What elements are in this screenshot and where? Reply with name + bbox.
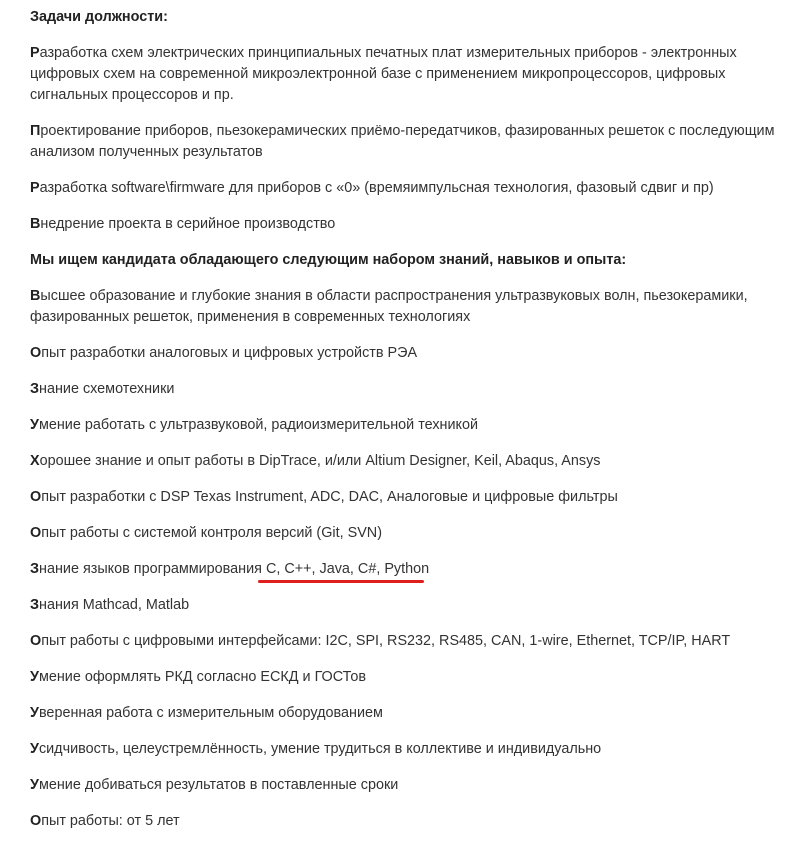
requirement-item <box>30 775 800 796</box>
requirement-item <box>30 595 800 616</box>
heading-tasks: Задачи должности: <box>30 9 168 25</box>
requirement-item <box>30 667 800 688</box>
requirement-item-text: веренная работа с измерительным оборудованием <box>38 705 383 721</box>
requirement-item-text: пыт работы с цифровыми интерфейсами: I2C, SPI, RS232, RS485, CAN, 1-wire, Ethernet, TCP/IP, HART <box>41 633 731 649</box>
requirement-item-initial: З <box>30 381 40 397</box>
requirement-item <box>30 286 800 328</box>
task-item <box>30 214 800 235</box>
requirement-item-initial: О <box>30 345 42 361</box>
requirement-item-text: пыт разработки аналоговых и цифровых устройств РЭА <box>41 345 418 361</box>
requirement-item-text: мение оформлять РКД согласно ЕСКД и ГОСТов <box>38 669 366 685</box>
requirement-item-text: пыт разработки с DSP Texas Instrument, ADC, DAC, Аналоговые и цифровые фильтры <box>41 489 618 505</box>
requirement-item-programming-languages <box>30 559 800 580</box>
task-item-text: роектирование приборов, пьезокерамических приёмо-передатчиков, фазированных решеток с последующим анализом полученных результатов <box>30 123 775 160</box>
requirement-item <box>30 487 800 508</box>
requirement-item-initial: З <box>30 597 40 613</box>
requirement-item-text: пыт работы: от 5 лет <box>41 813 180 829</box>
task-item-initial: Р <box>30 180 40 196</box>
red-underline-annotation <box>258 580 424 583</box>
requirement-item <box>30 811 800 832</box>
requirement-item-initial: У <box>30 669 39 685</box>
requirement-item-initial: З <box>30 561 40 577</box>
requirement-item-text: сидчивость, целеустремлённость, умение трудиться в коллективе и индивидуально <box>38 741 602 757</box>
requirement-item <box>30 415 800 436</box>
requirement-item-text: нание схемотехники <box>39 381 175 397</box>
task-item-initial: В <box>30 216 41 232</box>
task-item <box>30 178 800 199</box>
requirement-item-initial: О <box>30 813 42 829</box>
requirement-item-initial: У <box>30 777 39 793</box>
requirement-item-initial: У <box>30 705 39 721</box>
task-item-initial: П <box>30 123 41 139</box>
requirement-item-initial: О <box>30 525 42 541</box>
requirement-item-text: ысшее образование и глубокие знания в области распространения ультразвуковых волн, пьезокерамики, фазированных решеток, применения в современных технологиях <box>30 288 748 325</box>
requirement-item-initial: О <box>30 489 42 505</box>
task-item-text: азработка software\firmware для приборов с «0» (времяимпульсная технология, фазовый сдвиг и пр) <box>39 180 714 196</box>
requirement-item <box>30 523 800 544</box>
requirement-item-initial: У <box>30 741 39 757</box>
requirement-item-text: нание языков программирования C, C++, Java, C#, Python <box>39 561 430 577</box>
heading-requirements: Мы ищем кандидата обладающего следующим набором знаний, навыков и опыта: <box>30 252 627 268</box>
requirement-item-text: мение добиваться результатов в поставленные сроки <box>38 777 399 793</box>
task-item <box>30 43 800 106</box>
requirement-item <box>30 379 800 400</box>
requirement-item-initial: Х <box>30 453 40 469</box>
requirement-item <box>30 451 800 472</box>
task-item-text: азработка схем электрических принципиальных печатных плат измерительных приборов - электронных цифровых схем на современной микроэлектронной базе с применением микропроцессоров, цифровых сигнальных процессоров и пр. <box>30 45 737 103</box>
requirement-item-text: орошее знание и опыт работы в DipTrace, и/или Altium Designer, Keil, Abaqus, Ansys <box>39 453 601 469</box>
requirement-item <box>30 343 800 364</box>
requirement-item <box>30 703 800 724</box>
task-item-text: недрение проекта в серийное производство <box>40 216 336 232</box>
requirement-item-initial: У <box>30 417 39 433</box>
requirement-item <box>30 739 800 760</box>
task-item <box>30 121 800 163</box>
requirement-item-initial: В <box>30 288 41 304</box>
requirement-item-initial: О <box>30 633 42 649</box>
requirement-item <box>30 631 800 652</box>
requirement-item-text: нания Mathcad, Matlab <box>39 597 190 613</box>
requirement-item-text: мение работать с ультразвуковой, радиоизмерительной техникой <box>38 417 479 433</box>
task-item-initial: Р <box>30 45 40 61</box>
requirement-item-text: пыт работы с системой контроля версий (Git, SVN) <box>41 525 382 541</box>
